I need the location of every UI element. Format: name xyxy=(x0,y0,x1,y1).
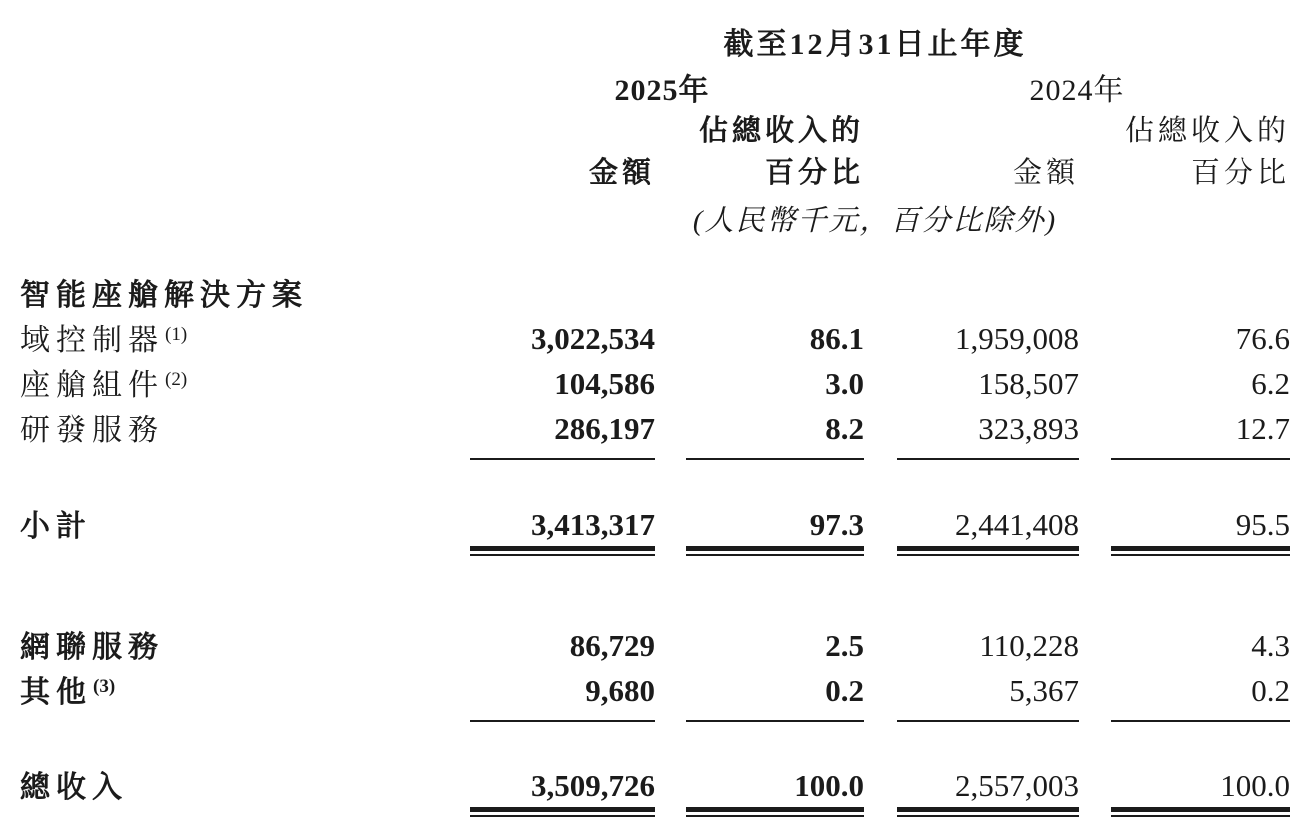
empty-cell xyxy=(20,446,460,460)
amount-2024-cell: 323,893 xyxy=(978,411,1079,447)
amount-2025-cell: 86,729 xyxy=(569,628,655,664)
empty-cell xyxy=(20,803,460,819)
single-rule xyxy=(864,708,1079,722)
amount-2025-cell: 9,680 xyxy=(585,673,655,709)
single-rule xyxy=(1079,446,1290,460)
amount-2024-cell: 110,228 xyxy=(979,628,1079,664)
empty-cell xyxy=(20,22,460,60)
spacer xyxy=(20,236,1290,266)
row-label xyxy=(20,401,460,446)
year-2024-header: 2024年 xyxy=(1029,73,1125,107)
subtotal-pct-2024: 95.5 xyxy=(1235,507,1290,543)
row-label-text: 其他 xyxy=(20,675,92,709)
pct-of-total-2025-header: 佔總收入的 xyxy=(698,114,864,147)
subtotal-label: 小計 xyxy=(20,509,92,543)
row-label xyxy=(20,663,460,708)
section-title: 智能座艙解決方案 xyxy=(20,278,308,312)
empty-cell xyxy=(20,542,460,558)
empty-cell xyxy=(864,266,1079,311)
empty-cell xyxy=(655,266,864,311)
amount-2025-cell: 104,586 xyxy=(554,366,655,402)
row-label-text: 網聯服務 xyxy=(20,630,164,664)
pct-2024-header: 百分比 xyxy=(1190,156,1290,189)
row-label-text: 座艙組件 xyxy=(20,368,164,402)
empty-cell xyxy=(20,146,460,188)
double-rule xyxy=(1079,542,1290,558)
empty-cell xyxy=(460,266,655,311)
pct-of-total-2024-header: 佔總收入的 xyxy=(1124,114,1290,147)
pct-2024-cell: 0.2 xyxy=(1251,673,1290,709)
amount-2025-cell: 3,022,534 xyxy=(531,321,655,357)
total-pct-2025: 100.0 xyxy=(794,768,864,804)
total-pct-2024: 100.0 xyxy=(1220,768,1290,804)
amount-2025-cell: 286,197 xyxy=(554,411,655,447)
single-rule xyxy=(655,446,864,460)
double-rule xyxy=(460,803,655,819)
spacer xyxy=(20,460,1290,497)
row-label xyxy=(20,311,460,356)
pct-2024-cell: 4.3 xyxy=(1251,628,1290,664)
empty-cell xyxy=(864,106,1079,146)
amount-2024-cell: 158,507 xyxy=(978,366,1079,402)
pct-2025-cell: 86.1 xyxy=(809,321,864,357)
row-label xyxy=(20,356,460,401)
year-2025-header: 2025年 xyxy=(614,73,710,107)
pct-2025-header: 百分比 xyxy=(764,156,864,189)
period-title: 截至12月31日止年度 xyxy=(723,27,1027,61)
subtotal-pct-2025: 97.3 xyxy=(809,507,864,543)
single-rule xyxy=(1079,708,1290,722)
row-label xyxy=(20,618,460,663)
single-rule xyxy=(655,708,864,722)
double-rule xyxy=(864,542,1079,558)
footnote-marker: (1) xyxy=(165,324,188,346)
total-amount-2025: 3,509,726 xyxy=(531,768,655,804)
total-amount-2024: 2,557,003 xyxy=(955,768,1079,804)
spacer xyxy=(20,722,1290,758)
amount-2024-header: 金額 xyxy=(1012,156,1079,189)
unit-note: (人民幣千元，百分比除外) xyxy=(692,204,1058,237)
double-rule xyxy=(460,542,655,558)
pct-2025-cell: 8.2 xyxy=(825,411,864,447)
empty-cell xyxy=(20,60,460,106)
empty-cell xyxy=(20,106,460,146)
row-label-text: 域控制器 xyxy=(20,323,164,357)
empty-cell xyxy=(1079,266,1290,311)
subtotal-amount-2024: 2,441,408 xyxy=(955,507,1079,543)
pct-2024-cell: 76.6 xyxy=(1235,321,1290,357)
total-label: 總收入 xyxy=(20,770,128,804)
pct-2025-cell: 2.5 xyxy=(825,628,864,664)
empty-cell xyxy=(460,106,655,146)
footnote-marker: (2) xyxy=(165,369,188,391)
amount-2025-header: 金額 xyxy=(588,156,655,189)
pct-2025-cell: 3.0 xyxy=(825,366,864,402)
double-rule xyxy=(1079,803,1290,819)
pct-2024-cell: 12.7 xyxy=(1235,411,1290,447)
double-rule xyxy=(655,542,864,558)
amount-2024-cell: 5,367 xyxy=(1009,673,1079,709)
amount-2024-cell: 1,959,008 xyxy=(955,321,1079,357)
empty-cell xyxy=(20,188,460,236)
row-label-text: 研發服務 xyxy=(20,413,164,447)
spacer xyxy=(20,558,1290,618)
pct-2025-cell: 0.2 xyxy=(825,673,864,709)
single-rule xyxy=(460,446,655,460)
subtotal-amount-2025: 3,413,317 xyxy=(531,507,655,543)
table-grid xyxy=(20,22,1290,819)
footnote-marker: (3) xyxy=(93,676,116,698)
double-rule xyxy=(864,803,1079,819)
empty-cell xyxy=(20,708,460,722)
double-rule xyxy=(655,803,864,819)
pct-2024-cell: 6.2 xyxy=(1251,366,1290,402)
single-rule xyxy=(460,708,655,722)
single-rule xyxy=(864,446,1079,460)
